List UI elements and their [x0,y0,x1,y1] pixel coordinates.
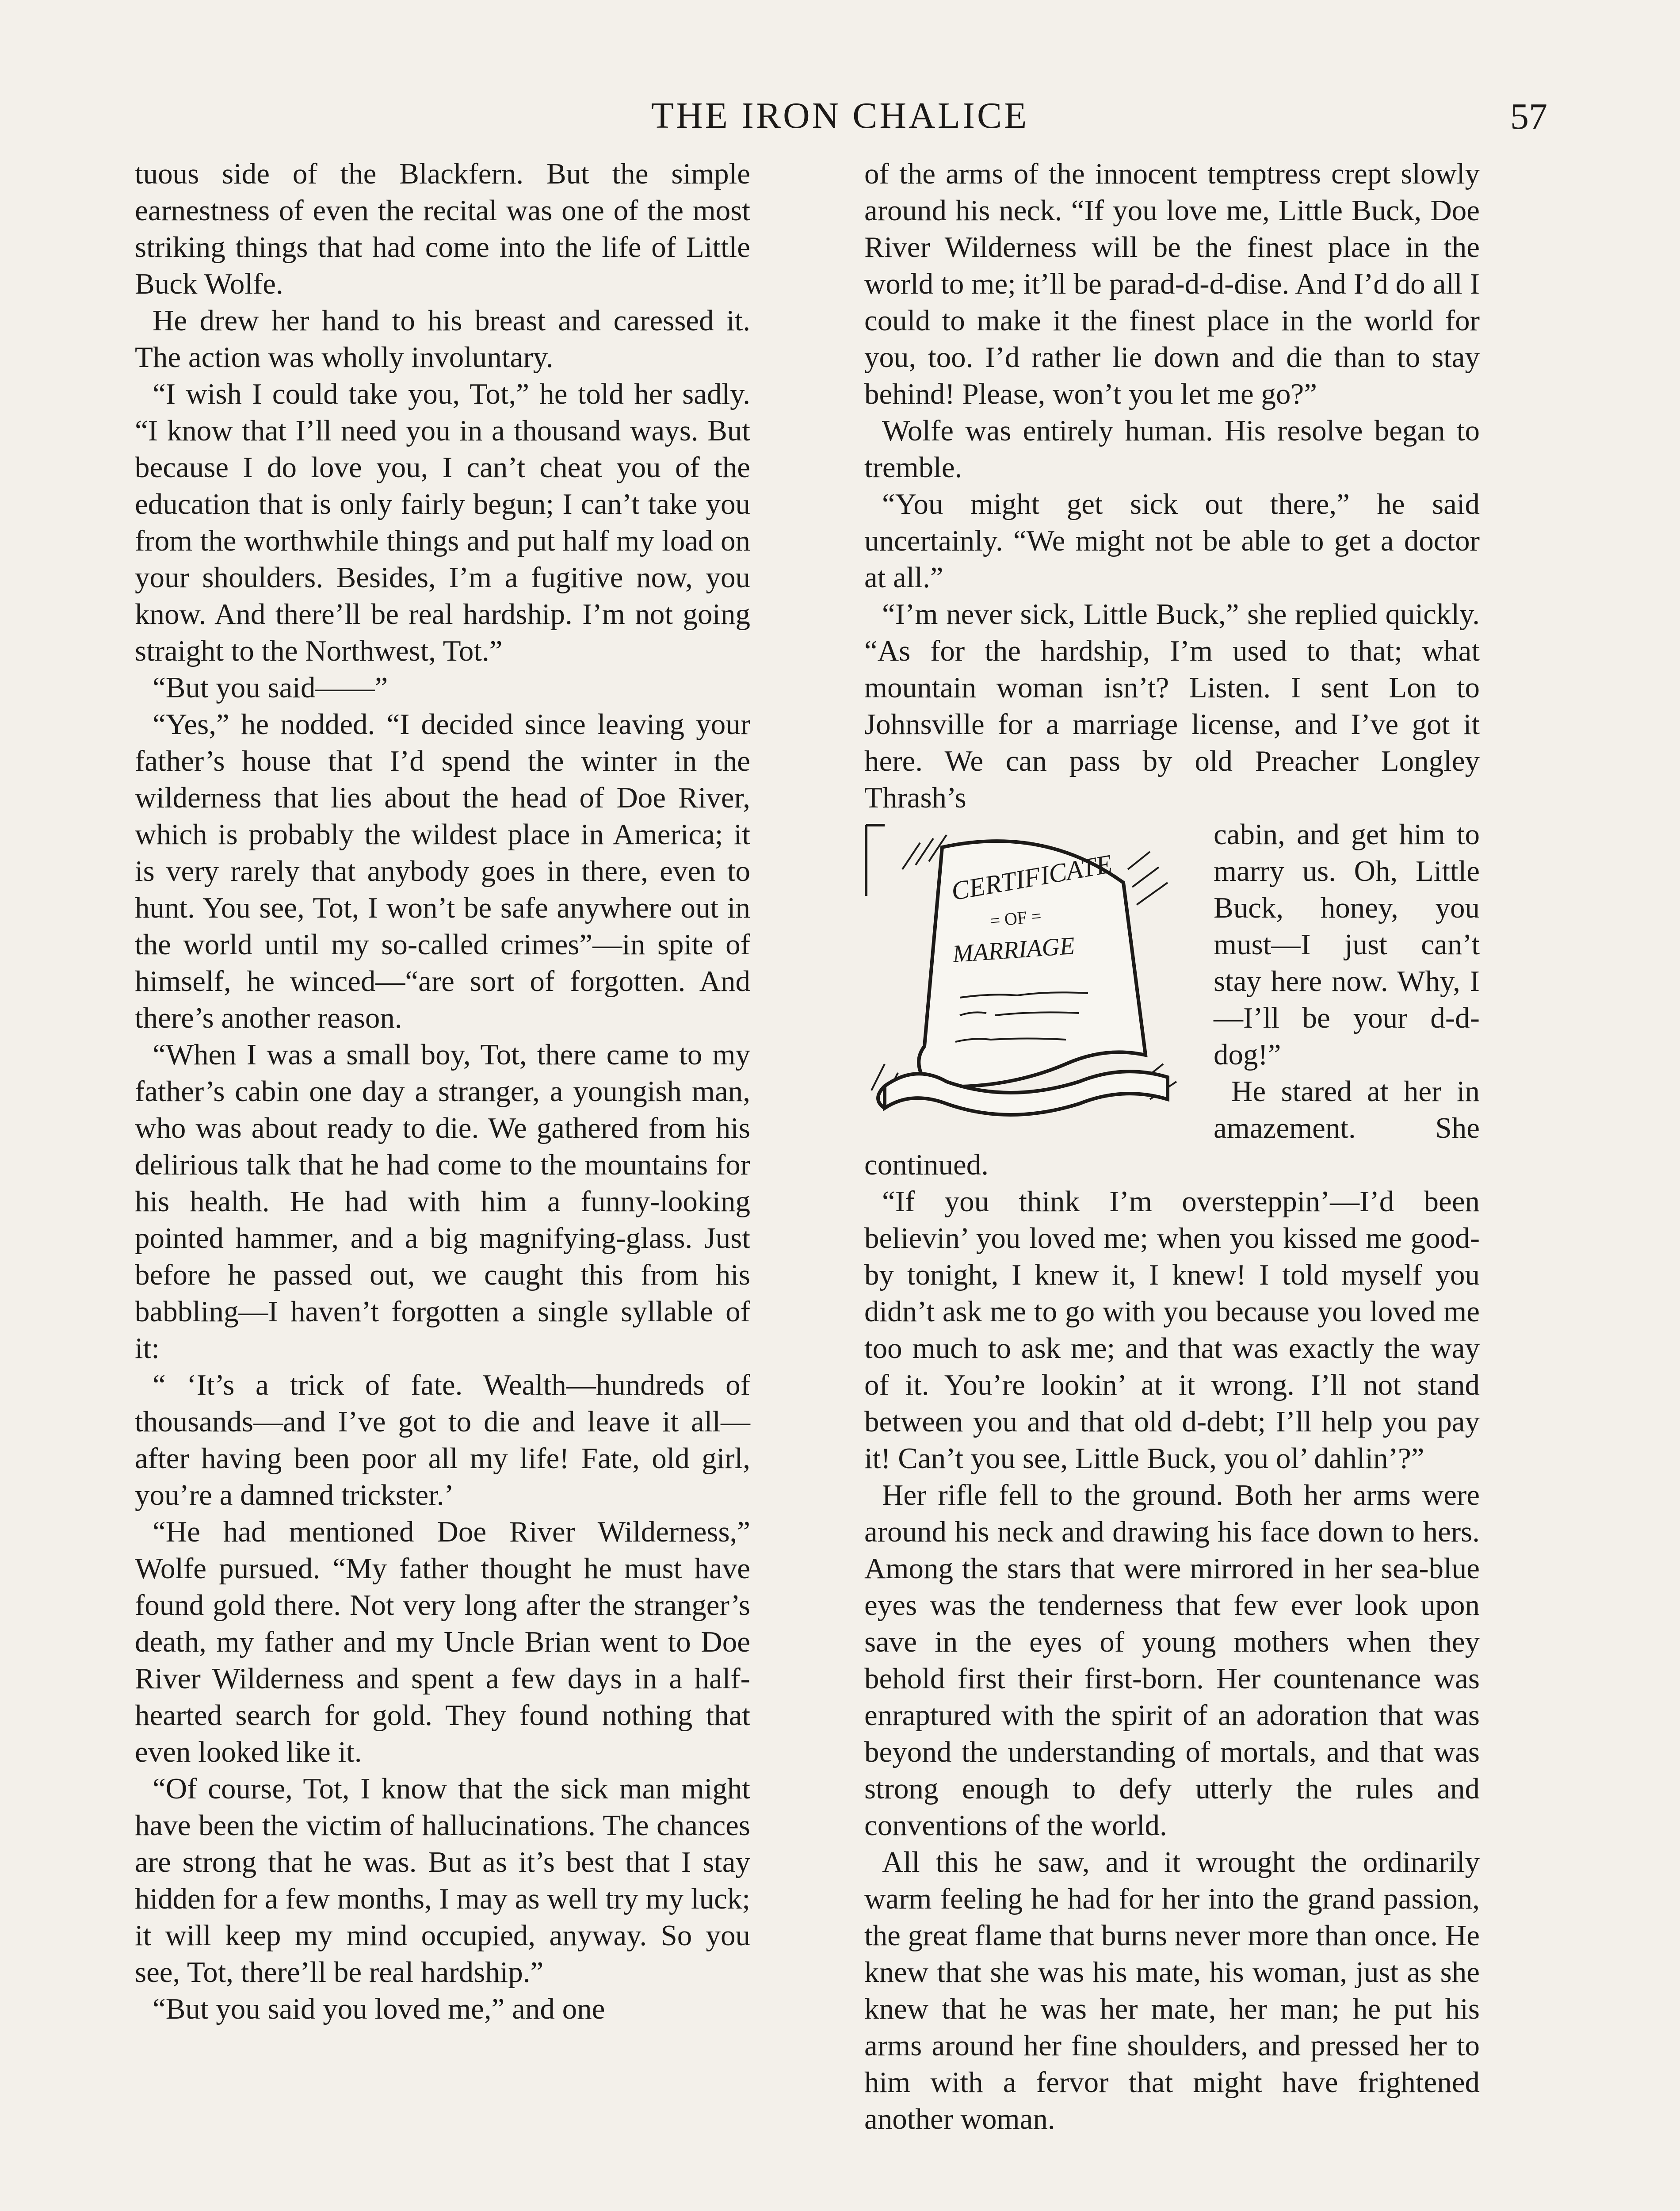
certificate-illustration [858,816,1203,1126]
paragraph: “ ‘It’s a trick of fate. Wealth—hundreds of thousands—and I’ve got to die and leave it all—after having been poor all my life! Fate, old girl, you’re a damned trickster.’ [135,1369,750,1511]
paragraph: “If you think I’m oversteppin’—I’d been believin’ you loved me; when you kissed me good-by tonight, I knew it, I knew! I told myself you didn’t ask me to go with you because you loved me too much to ask me; and that was exactly the way of it. You’re lookin’ at it wrong. I’ll not stand between you and that old d-debt; I’ll help you pay it! Can’t you see, Little Buck, you ol’ dahlin’?” [864,1185,1480,1475]
left-column [135,156,750,2027]
paragraph: “But you said you loved me,” and one [153,1993,605,2025]
paragraph: “You might get sick out there,” he said uncertainly. “We might not be able to get a doctor at all.” [864,488,1480,594]
paragraph: Wolfe was entirely human. His resolve began to tremble. [864,414,1480,484]
certificate-line1: CERTIFICATE [949,849,1115,906]
paragraph: “I’m never sick, Little Buck,” she replied quickly. “As for the hardship, I’m used to that; what mountain woman isn’t? Listen. I sent Lon to Johnsville for a marriage license, and I’ve got it here. We can pass by old Preacher Longley Thrash’s [864,598,1480,814]
certificate-line3: MARRIAGE [951,932,1076,968]
paragraph: cabin, and get him to marry us. Oh, Little Buck, honey, you must—I just can’t stay here now. Why, I—I’ll be your d-d-dog!” [1214,818,1480,1071]
paragraph: “Yes,” he nodded. “I decided since leaving your father’s house that I’d spend the winter in the wilderness that lies about the head of Doe River, which is probably the wildest place in America; it is very rarely that anybody goes in there, even to hunt. You see, Tot, I won’t be safe anywhere out in the world until my so-called crimes”—in spite of himself, he winced—“are sort of forgotten. And there’s another reason. [135,708,750,1034]
page-number: 57 [1510,96,1547,137]
page-title: THE IRON CHALICE [651,95,1029,136]
marriage-certificate-icon [858,816,1203,1126]
paragraph: tuous side of the Blackfern. But the simple earnestness of even the recital was one of the most striking things that had come into the life of Little Buck Wolfe. [135,157,750,300]
paragraph: “He had mentioned Doe River Wilderness,” Wolfe pursued. “My father thought he must have found gold there. Not very long after the stranger’s death, my father and my Uncle Brian went to Doe River Wilderness and spent a few days in a half-hearted search for gold. They found nothing that even looked like it. [135,1515,750,1768]
paragraph: “When I was a small boy, Tot, there came to my father’s cabin one day a stranger, a youngish man, who was about ready to die. We gathered from his delirious talk that he had come to the mountains for his health. He had with him a funny-looking pointed hammer, and a big magnifying-glass. Just before he passed out, we caught this from his babbling—I haven’t forgotten a single syllable of it: [135,1038,750,1365]
paragraph: He stared at her in amazement. She continued. [864,1075,1480,1181]
paragraph: All this he saw, and it wrought the ordinarily warm feeling he had for her into the grand passion, the great flame that burns never more than once. He knew that she was his mate, his woman, just as she knew that he was her mate, her man; he put his arms around her fine shoulders, and pressed her to him with a fervor that might have frightened another woman. [864,1846,1480,2135]
certificate-line2: = OF = [989,906,1042,931]
paragraph: Her rifle fell to the ground. Both her arms were around his neck and drawing his face down to hers. Among the stars that were mirrored in her sea-blue eyes was the tenderness that few ever look upon save in the eyes of young mothers when they behold first their first-born. Her countenance was enraptured with the spirit of an adoration that was beyond the understanding of mortals, and that was strong enough to defy utterly the rules and conventions of the world. [864,1479,1480,1842]
paragraph: “I wish I could take you, Tot,” he told her sadly. “I know that I’ll need you in a thousand ways. But because I do love you, I can’t cheat you of the education that is only fairly begun; I can’t take you from the worthwhile things and put half my load on your shoulders. Besides, I’m a fugitive now, you know. And there’ll be real hardship. I’m not going straight to the Northwest, Tot.” [135,378,750,667]
paragraph: “Of course, Tot, I know that the sick man might have been the victim of hallucinations. The chances are strong that he was. But as it’s best that I stay hidden for a few months, I may as well try my luck; it will keep my mind occupied, anyway. So you see, Tot, there’ll be real hardship.” [135,1772,750,1989]
paragraph: He drew her hand to his breast and caressed it. The action was wholly involuntary. [135,304,750,374]
paragraph: of the arms of the innocent temptress crept slowly around his neck. “If you love me, Little Buck, Doe River Wilderness will be the finest place in the world to me; it’ll be parad-d-d-dise. And I’d do all I could to make it the finest place in the world for you, too. I’d rather lie down and die than to stay behind! Please, won’t you let me go?” [864,157,1480,410]
right-column [864,156,1480,2138]
paragraph: “But you said——” [153,671,388,704]
